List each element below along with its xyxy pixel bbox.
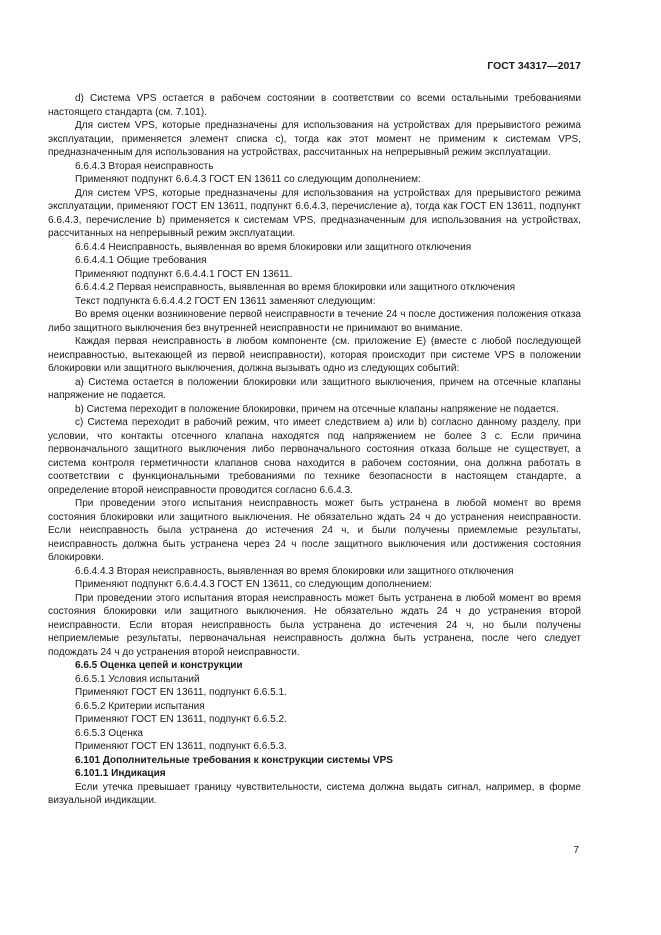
paragraph: Применяют подпункт 6.6.4.3 ГОСТ EN 13611 со следующим дополнением: — [75, 174, 421, 185]
paragraph: 6.6.5.1 Условия испытаний — [75, 673, 200, 685]
paragraph: Применяют ГОСТ EN 13611, подпункт 6.6.5.2. — [75, 714, 287, 725]
standard-header: ГОСТ 34317—2017 — [487, 60, 581, 72]
paragraph: 6.6.4.4.2 Первая неисправность, выявленная во время блокировки или защитного отключения — [75, 282, 516, 293]
paragraph: 6.6.4.3 Вторая неисправность — [75, 160, 214, 172]
paragraph: с) Система переходит в рабочий режим, что имеет следствием а) или b) согласно данному разделу, при условии, что контакты отсечного клапана находятся под напряжением не более 3 с. Если причина первоначального защитного выключения либо первоначального состояния отказа больше не существует, а система контроля герметичности клапанов снова находится в рабочем состоянии, она должна работать в соответствии с функциональными требованиями по технике безопасности в настоящем стандарте, а определение второй неисправности проводится согласно 6.6.4.3. — [48, 417, 581, 496]
paragraph: Применяют ГОСТ EN 13611, подпункт 6.6.5.3. — [75, 741, 287, 752]
paragraph: Для систем VPS, которые предназначены для использования на устройствах для прерывистого режима эксплуатации, применяется элемент списка с), тогда как этот момент не применим к системам VPS, предназначенным для использования на устройствах, рассчитанных на непрерывный режим эксплуатации. — [48, 120, 581, 158]
paragraph: Каждая первая неисправность в любом компоненте (см. приложение Е) (вместе с любой последующей неисправностью, вытекающей из первой неисправности), которая происходит при системе VPS в положении блокировки или защитного выключения, должна вызывать одно из следующих событий: — [48, 336, 581, 374]
paragraph: Применяют подпункт 6.6.4.4.1 ГОСТ EN 13611. — [75, 268, 293, 280]
paragraph: 6.6.4.4.1 Общие требования — [75, 255, 207, 266]
paragraph: Для систем VPS, которые предназначены для использования на устройствах для прерывистого режима эксплуатации, применяют ГОСТ EN 13611, подпункт 6.6.4.3, перечисление а), тогда как ГОСТ EN 13611, подпункт 6.6.4.3, перечисление b) применяется к системам VPS, предназначенным для использования на устройствах, рассчитанных на непрерывный режим эксплуатации. — [48, 187, 581, 239]
paragraph: Применяют подпункт 6.6.4.4.3 ГОСТ EN 13611, со следующим дополнением: — [75, 579, 432, 590]
paragraph: b) Система переходит в положение блокировки, причем на отсечные клапаны напряжение не подается. — [75, 403, 559, 415]
paragraph: 6.6.5.2 Критерии испытания — [75, 700, 205, 712]
paragraph: 6.101 Дополнительные требования к конструкции системы VPS — [75, 754, 393, 766]
paragraph: 6.6.4.4.3 Вторая неисправность, выявленная во время блокировки или защитного отключения — [75, 565, 514, 577]
paragraph: При проведении этого испытания вторая неисправность может быть устранена в любой момент во время состояния блокировки или защитного выключения. Не обязательно ждать 24 ч до устранения второй неисправности. Если вторая неисправность была устранена до истечения 24 ч, но были получены неприемлемые результаты, первоначальная неисправность должна быть устранена, после чего следует подождать 24 ч до устранения второй неисправности. — [48, 592, 581, 658]
paragraph: d) Система VPS остается в рабочем состоянии в соответствии со всеми остальными требованиями настоящего стандарта (см. 7.101). — [48, 93, 581, 118]
paragraph: 6.101.1 Индикация — [75, 768, 166, 779]
paragraph: Если утечка превышает границу чувствительности, система должна выдать сигнал, например, в форме визуальной индикации. — [48, 781, 581, 806]
paragraph: Текст подпункта 6.6.4.4.2 ГОСТ EN 13611 заменяют следующим: — [75, 295, 376, 307]
paragraph: При проведении этого испытания неисправность может быть устранена в любой момент во время состояния блокировки или защитного выключения. Не обязательно ждать 24 ч до устранения неисправности. Если неисправность была устранена до истечения 24 ч, и были получены приемлемые результаты, неисправность должна быть устранена через 24 ч после защитного выключения или достижения состояния блокировки. — [48, 498, 581, 563]
paragraph: Во время оценки возникновение первой неисправности в течение 24 ч после достижения положения отказа либо защитного выключения без внутренней неисправности не принимают во внимание. — [48, 309, 581, 334]
paragraph: 6.6.5 Оценка цепей и конструкции — [75, 660, 243, 671]
paragraph: 6.6.5.3 Оценка — [75, 727, 143, 739]
paragraph: а) Система остается в положении блокировки или защитного выключения, причем на отсечные клапаны напряжение не подается. — [48, 376, 581, 401]
page-number: 7 — [573, 845, 579, 856]
paragraph: Применяют ГОСТ EN 13611, подпункт 6.6.5.1. — [75, 687, 287, 698]
paragraph: 6.6.4.4 Неисправность, выявленная во время блокировки или защитного отключения — [75, 241, 472, 253]
document-body — [48, 92, 581, 808]
